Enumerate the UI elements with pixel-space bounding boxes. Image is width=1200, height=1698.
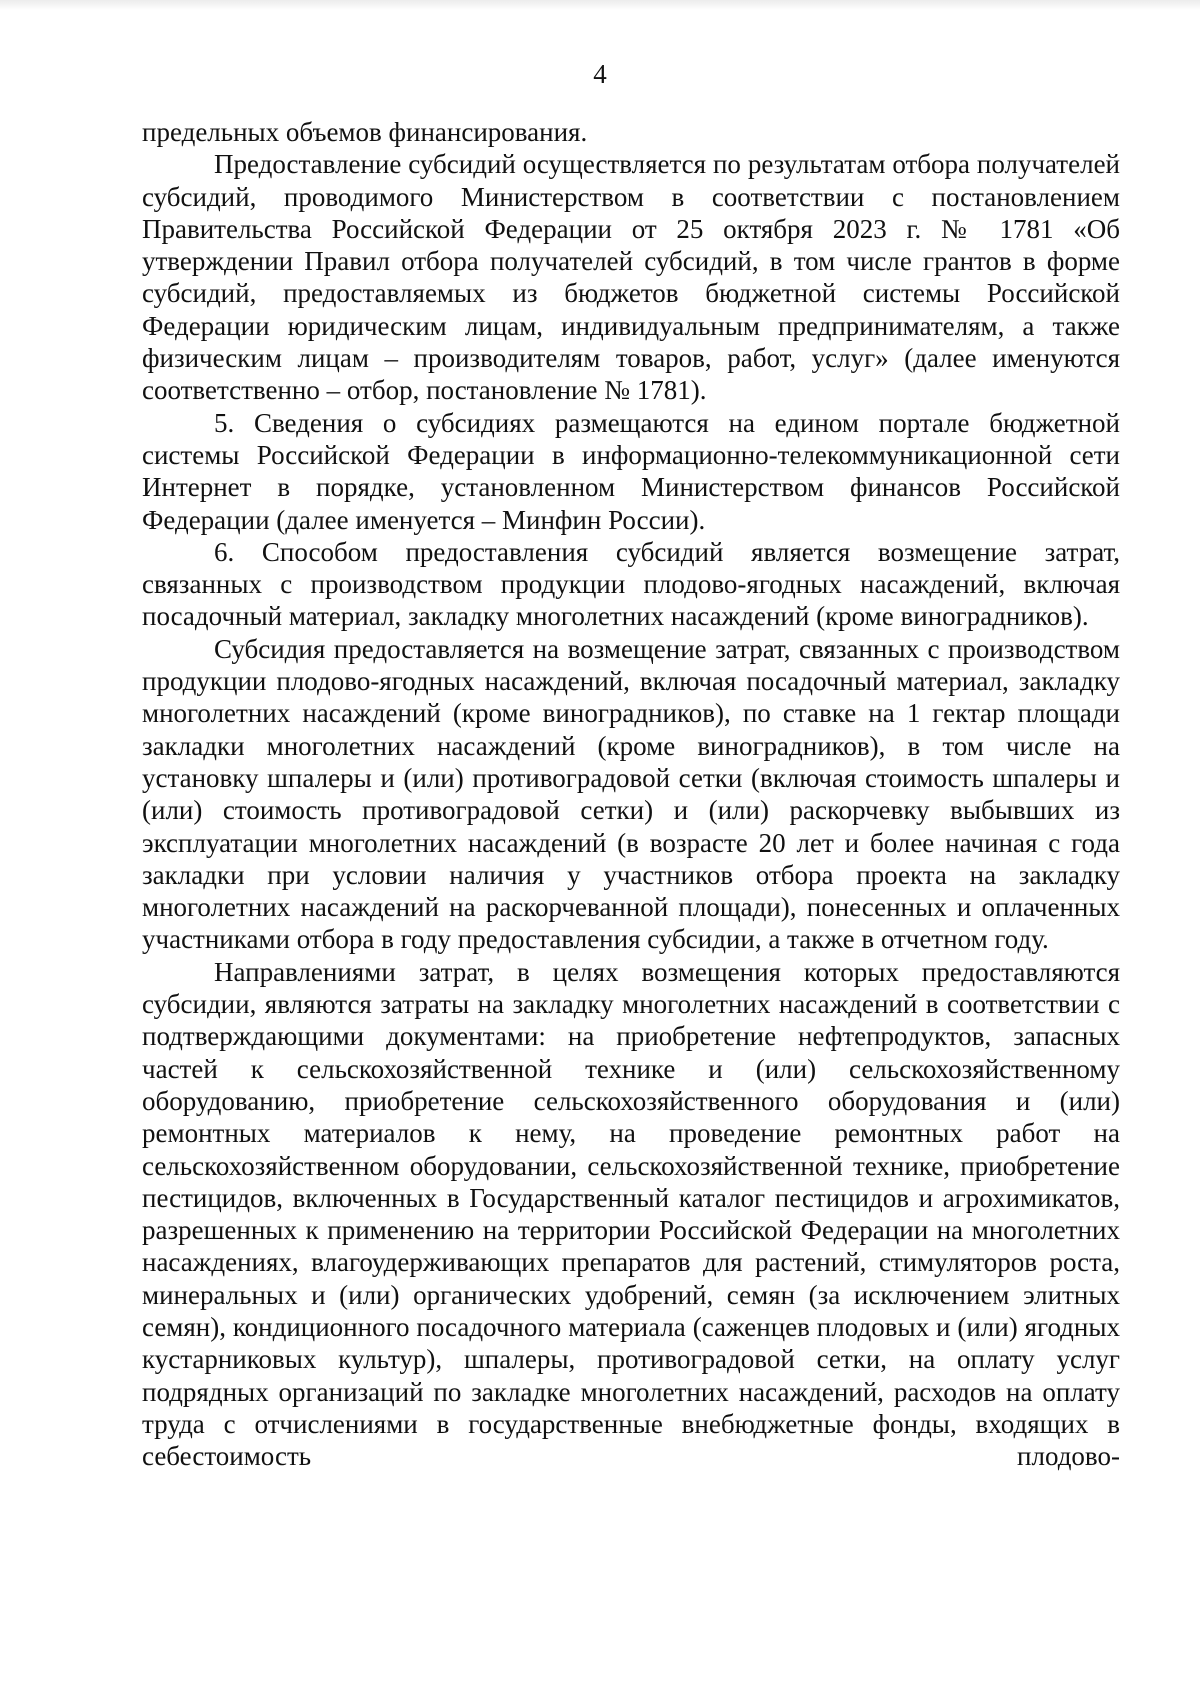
paragraph-selection-procedure: Предоставление субсидий осуществляется по результатам отбора получателей субсидий, проводимого Министерством в соответствии с постановлением Правительства Российской Федерации от 25 октября 2023 г. № 1781 «Об утверждении Правил отбора получателей субсидий, в том числе грантов в форме субсидий, предоставляемых из бюджетов бюджетной системы Российской Федерации юридическим лицам, индивидуальным предпринимателям, а также физическим лицам – производителям товаров, работ, услуг» (далее именуются соответственно – отбор, постановление № 1781). (142, 149, 1120, 406)
paragraph-cost-directions: Направлениями затрат, в целях возмещения которых предоставляются субсидии, являются затраты на закладку многолетних насаждений в соответствии с подтверждающими документами: на приобретение нефтепродуктов, запасных частей к сельскохозяйственной технике и (или) сельскохозяйственному оборудованию, приобретение сельскохозяйственного оборудования и (или) ремонтных материалов к нему, на проведение ремонтных работ на сельскохозяйственном оборудовании, сельскохозяйственной технике, приобретение пестицидов, включенных в Государственный каталог пестицидов и агрохимикатов, разрешенных к применению на территории Российской Федерации на многолетних насаждениях, влагоудерживающих препаратов для растений, стимуляторов роста, минеральных и (или) органических удобрений, семян (за исключением элитных семян), кондиционного посадочного материала (саженцев плодовых и (или) ягодных кустарниковых культур), шпалеры, противоградовой сетки, на оплату услуг подрядных организаций по закладке многолетних насаждений, расходов на оплату труда с отчислениями в государственные внебюджетные фонды, входящих в себестоимость плодово- (142, 956, 1120, 1472)
scan-top-edge (0, 0, 1200, 10)
document-body (142, 116, 1120, 1472)
paragraph-subsidy-rate: Субсидия предоставляется на возмещение затрат, связанных с производством продукции плодово-ягодных насаждений, включая посадочный материал, закладку многолетних насаждений (кроме виноградников), по ставке на 1 гектар площади закладки многолетних насаждений (кроме виноградников), в том числе на установку шпалеры и (или) противоградовой сетки (включая стоимость шпалеры и (или) стоимость противоградовой сетки) и (или) раскорчевку выбывших из эксплуатации многолетних насаждений (в возрасте 20 лет и более начиная с года закладки при условии наличия у участников отбора проекта на закладку многолетних насаждений на раскорчеванной площади), понесенных и оплаченных участниками отбора в году предоставления субсидии, а также в отчетном году. (142, 633, 1120, 955)
paragraph-continuation: предельных объемов финансирования. (142, 117, 588, 147)
paragraph-item-6: 6. Способом предоставления субсидий является возмещение затрат, связанных с производством продукции плодово-ягодных насаждений, включая посадочный материал, закладку многолетних насаждений (кроме виноградников). (142, 536, 1120, 632)
page-number: 4 (593, 59, 607, 89)
paragraph-item-5: 5. Сведения о субсидиях размещаются на едином портале бюджетной системы Российской Федерации в информационно-телекоммуникационной сети Интернет в порядке, установленном Министерством финансов Российской Федерации (далее именуется – Минфин России). (142, 407, 1120, 535)
